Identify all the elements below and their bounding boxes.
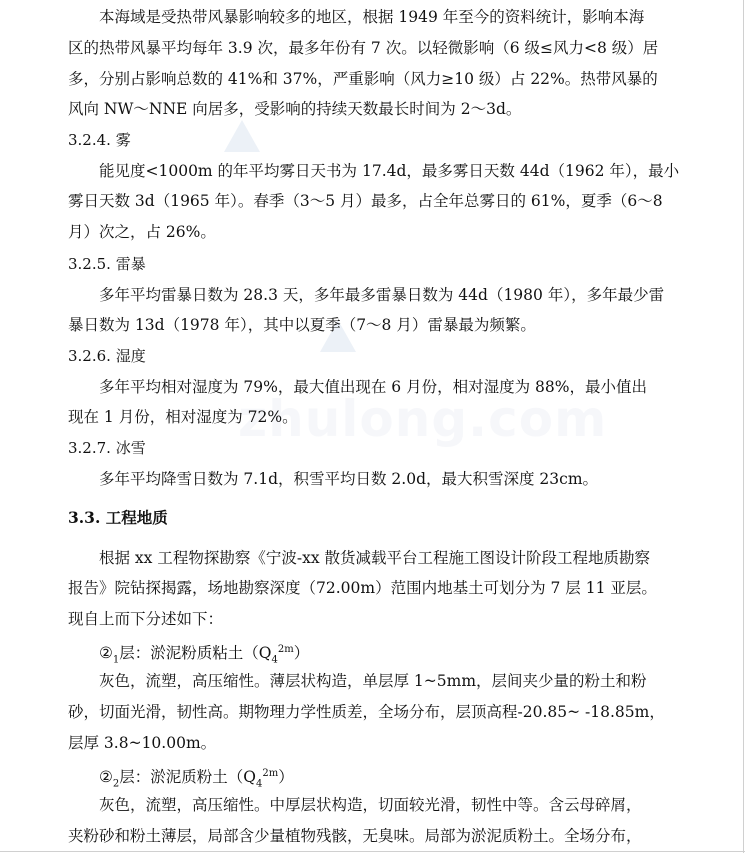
section-heading-bold: 3.3. 工程地质 (68, 508, 168, 527)
text-line: 灰色，流塑，高压缩性。中厚层状构造，切面较光滑，韧性中等。含云母碎屑， (99, 796, 642, 814)
layer-num: ② (99, 768, 113, 787)
text-line: 灰色，流塑，高压缩性。薄层状构造，单层厚 1~5mm，层间夹少量的粉土和粉 (99, 672, 647, 690)
layer-close: ） (293, 644, 310, 663)
text-line: 风向 NW～NNE 向居多，受影响的持续天数最长时间为 2～3d。 (68, 100, 522, 118)
layer-num: ② (99, 644, 113, 663)
text-line: 暴日数为 13d（1978 年），其中以夏季（7～8 月）雷暴最为频繁。 (68, 316, 536, 334)
text-line: 多年平均雷暴日数为 28.3 天，多年最多雷暴日数为 44d（1980 年），多年最少雷 (99, 286, 665, 304)
text-line: 多年平均相对湿度为 79%，最大值出现在 6 月份，相对湿度为 88%，最小值出 (99, 378, 647, 396)
text-line: 砂，切面光滑，韧性高。期物理力学性质差，全场分布，层顶高程-20.85~ -18.85m， (68, 703, 665, 721)
layer-title: 层：淤泥粉质粘土（Q (119, 644, 272, 663)
section-heading: 3.2.7. 冰雪 (68, 439, 146, 457)
text-line: 本海域是受热带风暴影响较多的地区，根据 1949 年至今的资料统计，影响本海 (99, 8, 645, 26)
text-line: 层厚 3.8~10.00m。 (68, 734, 217, 752)
layer-qsup: 2m (277, 644, 294, 655)
layer-close: ） (278, 768, 294, 787)
text-line: 区的热带风暴平均每年 3.9 次，最多年份有 7 次。以轻微影响（6 级≤风力<8 级）居 (68, 39, 659, 57)
layer-qsup: 2m (262, 768, 279, 779)
text-line: 根据 xx 工程物探勘察《宁波-xx 散货减载平台工程施工图设计阶段工程地质勘察 (99, 549, 650, 567)
text-line: 报告》院钻探揭露，场地勘察深度（72.00m）范围内地基土可划分为 7 层 11 亚层。 (68, 579, 657, 597)
page-border-bottom (0, 851, 745, 852)
layer-sub: 2 (112, 778, 120, 790)
section-heading: 3.2.6. 湿度 (68, 347, 146, 365)
text-line: 多年平均降雪日数为 7.1d，积雪平均日数 2.0d，最大积雪深度 23cm。 (99, 470, 599, 488)
text-line: 雾日天数 3d（1965 年）。春季（3～5 月）最多，占全年总雾日的 61%，夏季（6～8 (68, 192, 663, 210)
layer-title: 层：淤泥质粉土（Q (119, 768, 256, 787)
watermark-text: zhulong.com (238, 390, 608, 448)
text-line: 多，分别占影响总数的 41%和 37%，严重影响（风力≥10 级）占 22%。热带风暴的 (68, 70, 658, 88)
text-line: 月）次之，占 26%。 (68, 223, 216, 241)
text-line: 能见度<1000m 的年平均雾日天书为 17.4d，最多雾日天数 44d（1962 年），最小 (99, 162, 680, 180)
layer-sub: 1 (112, 654, 120, 666)
layer-qsub: 4 (271, 654, 278, 666)
page-border-right (743, 0, 744, 853)
layer-heading (99, 640, 739, 670)
section-heading: 3.2.5. 雷暴 (68, 255, 146, 273)
text-line: 现自上而下分述如下： (68, 610, 224, 628)
text-line: 现在 1 月份，相对湿度为 72%。 (68, 408, 298, 426)
layer-qsub: 4 (256, 778, 263, 790)
text-line: 夹粉砂和粉土薄层，局部含少量植物残骸，无臭味。局部为淤泥质粉土。全场分布， (68, 827, 642, 845)
section-heading: 3.2.4. 雾 (68, 131, 131, 149)
layer-heading (99, 764, 739, 794)
